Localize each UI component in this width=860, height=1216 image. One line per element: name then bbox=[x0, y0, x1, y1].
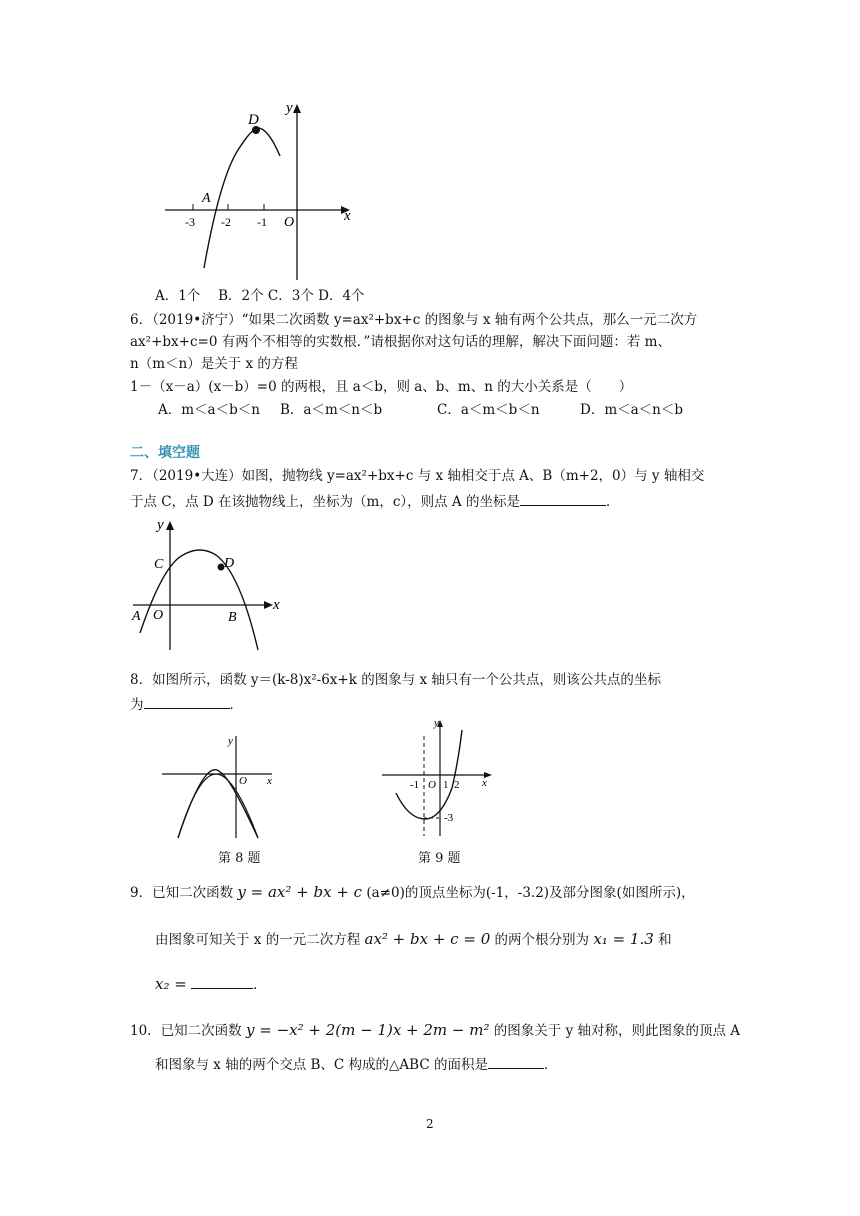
q9-fig-caption: 第 9 题 bbox=[418, 851, 461, 866]
q8-parabola-figure bbox=[160, 732, 280, 842]
q10-line1 bbox=[130, 1020, 740, 1041]
q5-parabola-figure bbox=[160, 98, 360, 298]
q7-answer-blank[interactable] bbox=[520, 491, 606, 506]
q9-fig-label-neg3: -3 bbox=[444, 812, 454, 824]
q6-option-b: B．a＜m＜n＜b bbox=[280, 402, 383, 418]
q9-fig-label-O: O bbox=[428, 779, 436, 791]
q5-fig-label-D: D bbox=[248, 112, 259, 128]
q7-end: ． bbox=[605, 494, 620, 510]
q9-fig-label-x: x bbox=[482, 777, 487, 789]
q9-fig-label-y: y bbox=[434, 717, 439, 729]
q9-fig-label-neg1: -1 bbox=[410, 779, 420, 791]
q5-fig-label-x: x bbox=[344, 208, 351, 224]
q9-fig-label-2: 2 bbox=[454, 779, 460, 791]
q6-option-c: C．a＜m＜b＜n bbox=[437, 402, 540, 418]
q10-line1-suffix: 的图象关于 y 轴对称，则此图象的顶点 A bbox=[493, 1023, 741, 1039]
q7-fig-label-x: x bbox=[273, 597, 280, 613]
q9-line1-prefix: 9．已知二次函数 bbox=[130, 885, 234, 901]
q8-fig-label-x: x bbox=[267, 775, 272, 787]
q10-end: ． bbox=[543, 1057, 558, 1073]
q8-fig-label-y: y bbox=[228, 735, 233, 747]
q9-x1-value: x₁ = 1.3 bbox=[593, 930, 654, 948]
q6-line1: 6．（2019•济宁）“如果二次函数 y=ax²+bx+c 的图象与 x 轴有两个公共点，那么一元二次方 bbox=[130, 312, 698, 328]
q8-line2 bbox=[130, 694, 243, 715]
q5-fig-label-A: A bbox=[202, 191, 211, 206]
q7-fig-label-O: O bbox=[153, 608, 164, 623]
q6-option-d: D．m＜a＜n＜b bbox=[580, 402, 684, 418]
q10-line2-text: 和图象与 x 轴的两个交点 B、C 构成的△ABC 的面积是 bbox=[155, 1057, 488, 1073]
q9-fig-label-1: 1 bbox=[443, 779, 449, 791]
q7-fig-label-y: y bbox=[157, 517, 164, 533]
q8-line2-text: 为 bbox=[130, 697, 144, 713]
section-title-fill-in: 二、填空题 bbox=[130, 445, 200, 461]
q5-fig-tick-neg3: -3 bbox=[185, 215, 195, 229]
q8-fig-label-O: O bbox=[239, 775, 247, 787]
q9-end: ． bbox=[253, 977, 267, 993]
q9-line3 bbox=[155, 974, 267, 995]
q7-fig-label-C: C bbox=[154, 557, 164, 572]
q5-options: A．1个 B．2个 C．3个 D．4个 bbox=[155, 288, 365, 304]
q7-line1: 7．（2019•大连）如图，抛物线 y=ax²+bx+c 与 x 轴相交于点 A、B（m+2，0）与 y 轴相交 bbox=[130, 468, 705, 484]
q7-parabola-figure bbox=[128, 515, 288, 655]
q7-fig-label-B: B bbox=[228, 610, 237, 625]
q6-line3: n（m＜n）是关于 x 的方程 bbox=[130, 356, 298, 372]
q9-line2-prefix: 由图象可知关于 x 的一元二次方程 bbox=[155, 932, 361, 948]
q5-fig-tick-neg1: -1 bbox=[257, 215, 267, 229]
q6-line4: 1－（x－a）(x－b）=0 的两根，且 a＜b，则 a、b、m、n 的大小关系是（ ） bbox=[130, 379, 633, 395]
q9-equation-2: ax² + bx + c = 0 bbox=[364, 930, 491, 948]
q9-line2-mid: 的两个根分别为 bbox=[494, 932, 590, 948]
q5-fig-label-O: O bbox=[284, 215, 295, 230]
q6-option-a: A．m＜a＜b＜n bbox=[158, 402, 260, 418]
q9-answer-blank[interactable] bbox=[191, 974, 253, 989]
q9-line1-suffix: (a≠0)的顶点坐标为(-1，-3.2)及部分图象(如图所示)， bbox=[366, 885, 695, 901]
q9-parabola-figure bbox=[378, 718, 508, 838]
q9-line1 bbox=[130, 882, 695, 903]
q10-equation: y = −x² + 2(m − 1)x + 2m − m² bbox=[245, 1021, 490, 1039]
q7-fig-label-D: D bbox=[224, 556, 235, 571]
q8-answer-blank[interactable] bbox=[144, 694, 230, 709]
q7-fig-label-A: A bbox=[132, 609, 141, 624]
q9-x2-label: x₂ = bbox=[155, 975, 187, 993]
q8-line1: 8．如图所示，函数 y＝(k-8)x²-6x+k 的图象与 x 轴只有一个公共点，则该公共点的坐标 bbox=[130, 672, 661, 688]
q9-equation-1: y = ax² + bx + c bbox=[237, 883, 363, 901]
q6-line2: ax²+bx+c=0 有两个不相等的实数根．”请根据你对这句话的理解，解决下面问题：若 m、 bbox=[130, 334, 671, 350]
q7-line2-text: 于点 C，点 D 在该抛物线上，坐标为（m，c），则点 A 的坐标是 bbox=[130, 494, 520, 510]
q9-line2-and: 和 bbox=[658, 932, 672, 948]
page-number: 2 bbox=[426, 1117, 434, 1131]
q8-end: ． bbox=[229, 697, 243, 713]
q9-line2 bbox=[155, 929, 672, 950]
q8-fig-caption: 第 8 题 bbox=[218, 851, 261, 866]
q5-fig-tick-neg2: -2 bbox=[221, 215, 231, 229]
q10-answer-blank[interactable] bbox=[488, 1054, 544, 1069]
q10-line1-prefix: 10．已知二次函数 bbox=[130, 1023, 242, 1039]
q5-fig-label-y: y bbox=[286, 100, 293, 116]
q10-line2 bbox=[155, 1054, 557, 1075]
q7-line2 bbox=[130, 491, 619, 512]
